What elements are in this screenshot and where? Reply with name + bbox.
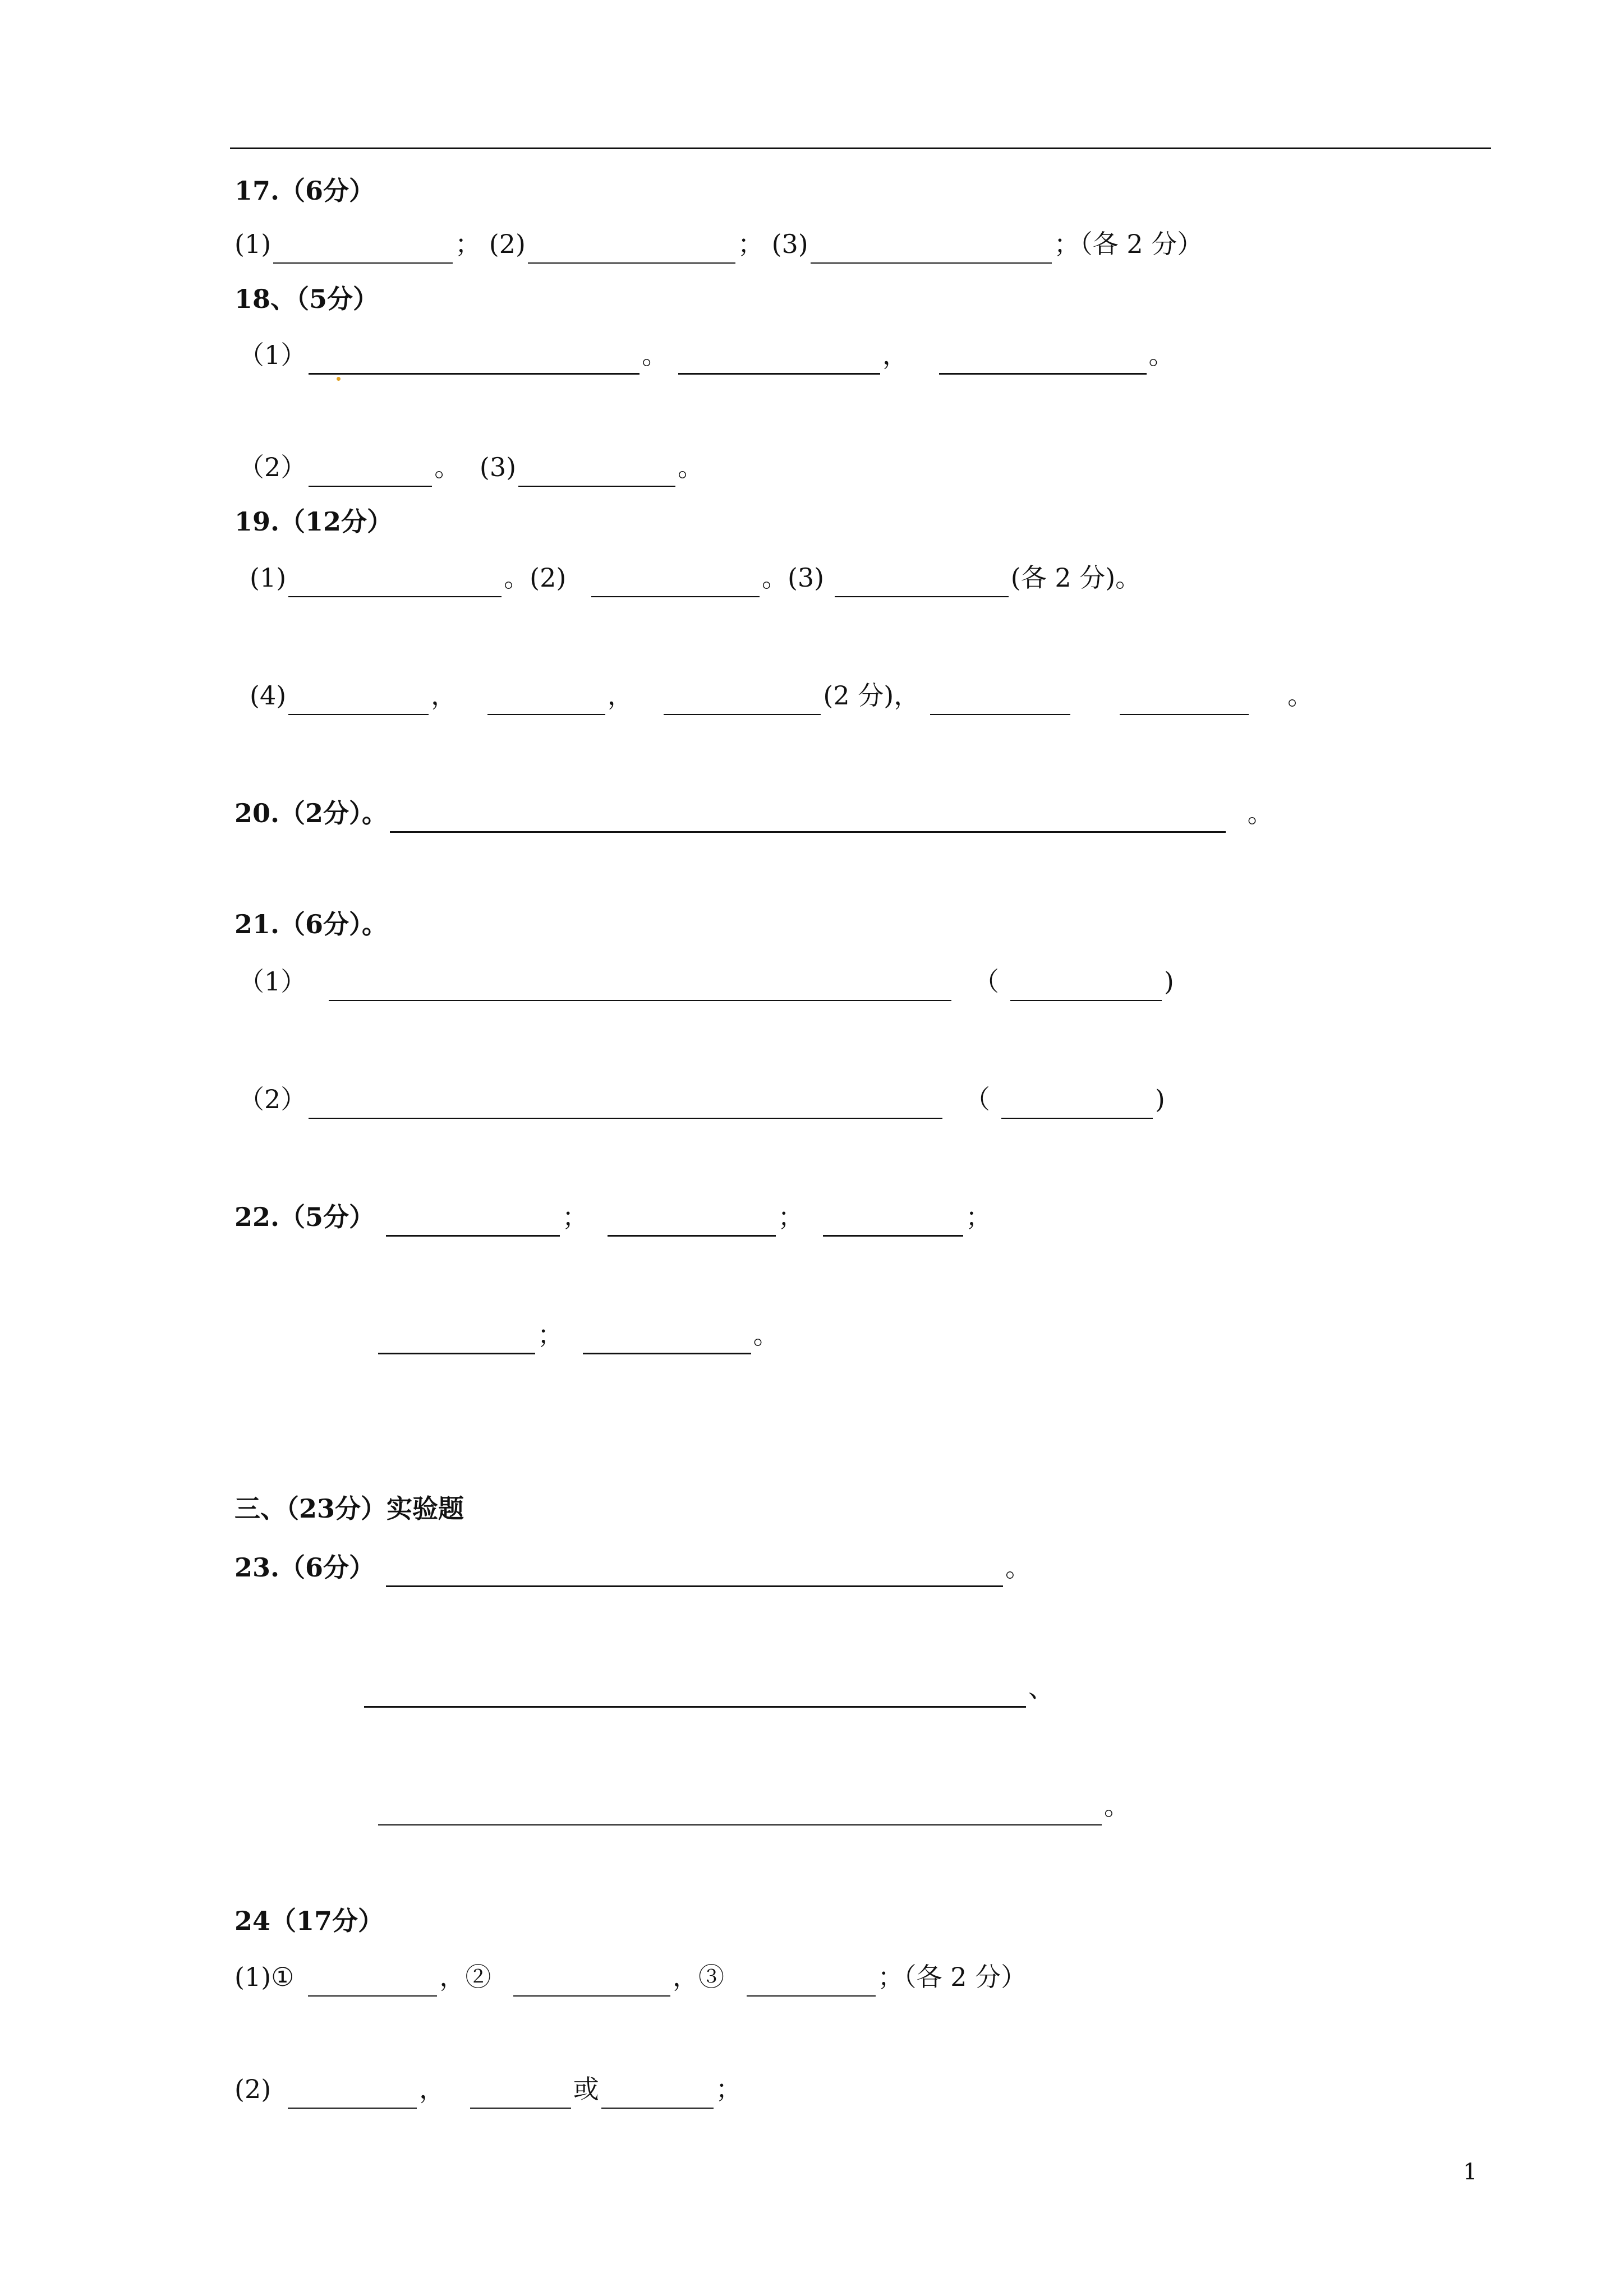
q21-points-blank-1[interactable]	[1010, 975, 1162, 1001]
q18-blank-5[interactable]	[518, 461, 675, 487]
q19-blank-4[interactable]	[288, 689, 429, 715]
q20: 20.（2分）。 。	[234, 794, 1273, 833]
q24-title: 24（17分）	[234, 1906, 384, 1936]
q21-title: 21.（6分）。	[234, 909, 388, 939]
q17-blank-1[interactable]	[273, 238, 453, 264]
q23-blank-1[interactable]	[386, 1561, 1003, 1587]
q21-part1: （1） （ )	[238, 962, 1174, 1001]
q24-blank-6[interactable]	[601, 2083, 714, 2109]
q21-blank-1[interactable]	[329, 975, 951, 1001]
q21-blank-2[interactable]	[309, 1093, 942, 1119]
q19-blank-8[interactable]	[1120, 689, 1249, 715]
q22-line1: 22.（5分） ； ； ；	[234, 1197, 991, 1237]
q17-answers: (1) ； (2) ； (3) ；（各 2 分）	[234, 224, 1203, 264]
q19-blank-7[interactable]	[930, 689, 1070, 715]
q19-blank-5[interactable]	[487, 689, 605, 715]
q18-title: 18、（5分）	[234, 284, 379, 314]
q18-blank-4[interactable]	[309, 461, 432, 487]
q22-line2: ； 。	[376, 1315, 779, 1354]
q17-blank-3[interactable]	[811, 238, 1052, 264]
page-number: 1	[1463, 2159, 1478, 2185]
q18-part2: （2） 。 (3) 。	[238, 448, 703, 487]
q19-blank-2[interactable]	[591, 571, 760, 597]
q19-blank-6[interactable]	[664, 689, 821, 715]
q24-part1: (1)① ，② ，③ ；（各 2 分）	[234, 1957, 1027, 1997]
q19-blank-3[interactable]	[835, 571, 1009, 597]
q22-blank-5[interactable]	[583, 1328, 751, 1354]
q19-part4: (4) ， ， (2 分)， 。	[250, 676, 1313, 715]
q23-line1: 23.（6分） 。	[234, 1548, 1031, 1587]
q18-blank-1[interactable]	[309, 348, 640, 375]
q18-part1: （1） 。 ， 。	[238, 335, 1175, 375]
q22-blank-3[interactable]	[823, 1210, 963, 1237]
q21-part2: （2） （ )	[238, 1080, 1165, 1119]
q24-blank-2[interactable]	[513, 1971, 670, 1997]
section3-title: 三、（23分）实验题	[234, 1493, 464, 1524]
q21-points-blank-2[interactable]	[1001, 1093, 1153, 1119]
q24-blank-4[interactable]	[288, 2083, 417, 2109]
q23-blank-2[interactable]	[364, 1681, 1026, 1708]
q23-blank-3[interactable]	[378, 1800, 1102, 1825]
q24-part2: (2) ， 或 ；	[234, 2069, 742, 2109]
q20-blank[interactable]	[390, 806, 1226, 833]
q18-blank-2[interactable]	[678, 348, 880, 375]
q18-blank-3[interactable]	[939, 348, 1147, 375]
orange-dot-mark	[337, 377, 341, 381]
q23-line2: 、	[362, 1668, 1054, 1708]
q17-title: 17.（6分）	[234, 176, 375, 206]
q19-part1: (1) 。(2) 。(3) (各 2 分)。	[250, 558, 1141, 597]
q22-blank-2[interactable]	[608, 1210, 776, 1237]
header-rule	[230, 147, 1491, 149]
q19-blank-1[interactable]	[288, 571, 502, 597]
q22-blank-1[interactable]	[386, 1210, 560, 1237]
q19-title: 19.（12分）	[234, 506, 393, 537]
q17-blank-2[interactable]	[528, 238, 735, 264]
q24-blank-1[interactable]	[308, 1971, 437, 1997]
q24-blank-3[interactable]	[747, 1971, 876, 1997]
q22-blank-4[interactable]	[378, 1328, 535, 1354]
q23-line3: 。	[376, 1786, 1130, 1825]
q24-blank-5[interactable]	[470, 2083, 571, 2109]
